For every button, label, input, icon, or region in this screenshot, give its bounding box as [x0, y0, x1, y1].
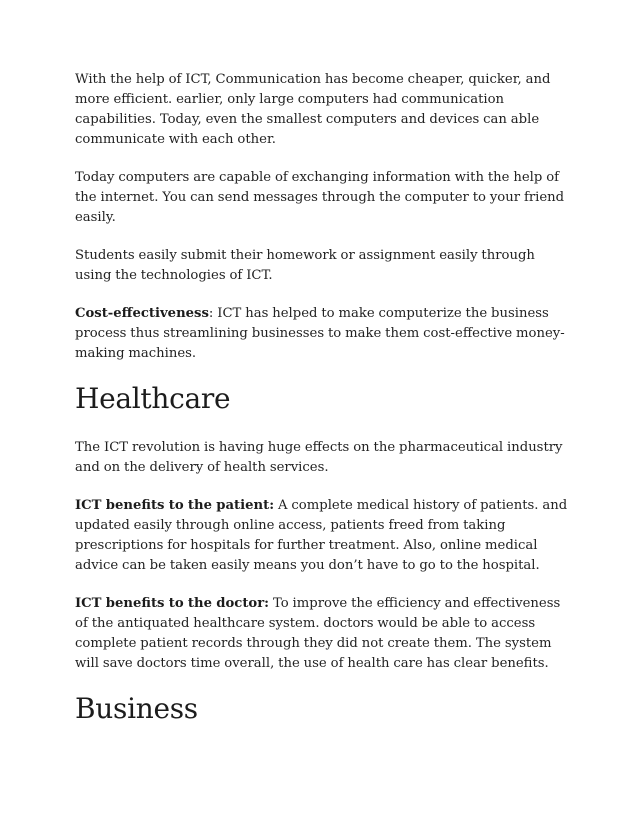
doctor-benefits-text: To improve the efficiency and effectiveness of the antiquated healthcare system. doctors would be able to access complete patient records through they did not create them. The system will save doctors time overall, the use of health care has clear benefits.	[75, 596, 561, 671]
paragraph-doctor-benefits	[75, 594, 575, 674]
cost-effectiveness-text: : ICT has helped to make computerize the business process thus streamlining businesses to make them cost-effective money-making machines.	[75, 306, 565, 361]
heading-business: Business	[75, 692, 198, 725]
paragraph-healthcare-intro: The ICT revolution is having huge effects on the pharmaceutical industry and on the delivery of health services.	[75, 440, 563, 475]
paragraph-patient-benefits	[75, 496, 575, 576]
doctor-benefits-label: ICT benefits to the doctor:	[75, 596, 270, 611]
document-page	[75, 70, 575, 748]
cost-effectiveness-label: Cost-effectiveness	[75, 306, 209, 321]
paragraph-internet: Today computers are capable of exchanging information with the help of the internet. You can send messages through the computer to your friend easily.	[75, 170, 565, 225]
patient-benefits-label: ICT benefits to the patient:	[75, 498, 275, 513]
paragraph-cost-effectiveness	[75, 304, 575, 364]
paragraph-students: Students easily submit their homework or assignment easily through using the technologies of ICT.	[75, 248, 535, 283]
paragraph-communication: With the help of ICT, Communication has become cheaper, quicker, and more efficient. earlier, only large computers had communication capabilities. Today, even the smallest computers and devices can able communicate with each other.	[75, 72, 551, 147]
patient-benefits-text: A complete medical history of patients. and updated easily through online access, patients freed from taking prescriptions for hospitals for further treatment. Also, online medical advice can be taken easily means you don’t have to go to the hospital.	[75, 498, 568, 573]
heading-healthcare: Healthcare	[75, 382, 231, 415]
